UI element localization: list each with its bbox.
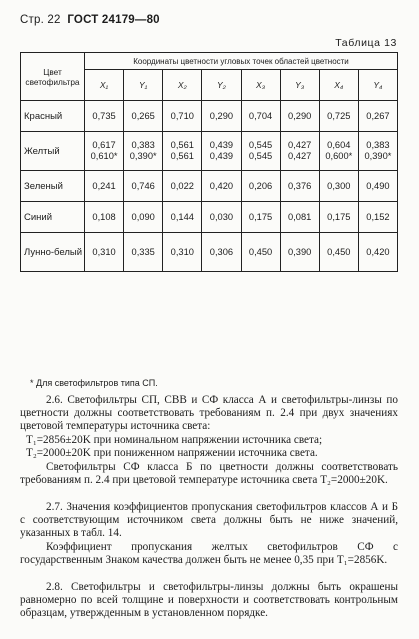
- coordinate-value: 0,383 0,390*: [124, 132, 163, 171]
- coordinate-header: X₄: [319, 70, 358, 101]
- paragraph-2-8: 2.8. Светофильтры и светофильтры-линзы должны быть окрашены равномерно по всей толщине и поверхности и соответствовать контрольным образцам, утвержденным в установленном порядке.: [20, 581, 398, 620]
- coordinate-value: 0,746: [124, 171, 163, 202]
- column-header-filter-color: Цвет светофильтра: [21, 53, 85, 101]
- coordinate-value: 0,710: [163, 101, 202, 132]
- coordinate-value: 0,175: [241, 202, 280, 233]
- coordinate-value: 0,490: [358, 171, 397, 202]
- paragraph-class-b: Светофильтры СФ класса Б по цветности должны соответствовать требованиям п. 2.4 при цветовой температуре источника света T₂=2000±20K.: [20, 461, 398, 487]
- coordinate-header: X₁: [85, 70, 124, 101]
- coordinate-value: 0,439 0,439: [202, 132, 241, 171]
- coordinate-value: 0,725: [319, 101, 358, 132]
- coordinate-header: Y₄: [358, 70, 397, 101]
- paragraph-2-7: 2.7. Значения коэффициентов пропускания светофильтров классов А и Б с соответствующим источником света должны быть не ниже значений, указанных в табл. 14.: [20, 501, 398, 540]
- chromaticity-table: [20, 52, 398, 272]
- page-number: Стр. 22: [20, 14, 61, 26]
- coordinate-value: 0,390: [280, 233, 319, 272]
- table-row: [21, 132, 398, 171]
- column-group-header: Координаты цветности угловых точек областей цветности: [85, 53, 398, 70]
- coordinate-value: 0,241: [85, 171, 124, 202]
- coordinate-value: 0,030: [202, 202, 241, 233]
- paragraph-2-6: 2.6. Светофильтры СП, СВВ и СФ класса А и светофильтры-линзы по цветности должны соответствовать требованиям п. 2.4 при двух значениях цветовой температуры источника света:: [20, 394, 398, 433]
- formula-t2: T₂=2000±20K при пониженном напряжении источника света.: [26, 447, 318, 459]
- coordinate-value: 0,735: [85, 101, 124, 132]
- coordinate-value: 0,450: [241, 233, 280, 272]
- coordinate-header: X₂: [163, 70, 202, 101]
- standard-number: ГОСТ 24179—80: [67, 14, 160, 26]
- coordinate-value: 0,545 0,545: [241, 132, 280, 171]
- filter-color-name: Красный: [21, 101, 85, 132]
- coordinate-header: Y₁: [124, 70, 163, 101]
- table-row: [21, 233, 398, 272]
- coordinate-header: X₃: [241, 70, 280, 101]
- coordinate-value: 0,383 0,390*: [358, 132, 397, 171]
- filter-color-name: Зеленый: [21, 171, 85, 202]
- table-caption: Таблица 13: [335, 37, 397, 49]
- table-footnote: * Для светофильтров типа СП.: [30, 378, 158, 388]
- coordinate-header: Y₃: [280, 70, 319, 101]
- coordinate-value: 0,704: [241, 101, 280, 132]
- table-row: [21, 171, 398, 202]
- table-row: [21, 101, 398, 132]
- coordinate-value: 0,617 0,610*: [85, 132, 124, 171]
- filter-color-name: Лунно-белый: [21, 233, 85, 272]
- filter-color-name: Синий: [21, 202, 85, 233]
- coordinate-header: Y₂: [202, 70, 241, 101]
- coordinate-value: 0,604 0,600*: [319, 132, 358, 171]
- coordinate-value: 0,561 0,561: [163, 132, 202, 171]
- coordinate-value: 0,427 0,427: [280, 132, 319, 171]
- coordinate-value: 0,265: [124, 101, 163, 132]
- coordinate-value: 0,081: [280, 202, 319, 233]
- table-row: [21, 202, 398, 233]
- coordinate-value: 0,290: [202, 101, 241, 132]
- table-body: [21, 101, 398, 272]
- coordinate-value: 0,420: [202, 171, 241, 202]
- coordinate-value: 0,310: [85, 233, 124, 272]
- paragraph-quality-mark: Коэффициент пропускания желтых светофильтров СФ с государственным Знаком качества должен быть не менее 0,35 при T₁=2856K.: [20, 541, 398, 567]
- coordinate-value: 0,022: [163, 171, 202, 202]
- coordinate-value: 0,290: [280, 101, 319, 132]
- coordinate-value: 0,420: [358, 233, 397, 272]
- coordinate-value: 0,450: [319, 233, 358, 272]
- coordinate-value: 0,206: [241, 171, 280, 202]
- coordinate-value: 0,267: [358, 101, 397, 132]
- coordinate-value: 0,144: [163, 202, 202, 233]
- coordinate-value: 0,090: [124, 202, 163, 233]
- page-header: [20, 14, 400, 30]
- coordinate-value: 0,152: [358, 202, 397, 233]
- coordinate-value: 0,108: [85, 202, 124, 233]
- coordinate-value: 0,306: [202, 233, 241, 272]
- coordinate-value: 0,335: [124, 233, 163, 272]
- coordinate-value: 0,175: [319, 202, 358, 233]
- filter-color-name: Желтый: [21, 132, 85, 171]
- coordinate-value: 0,310: [163, 233, 202, 272]
- coordinate-value: 0,376: [280, 171, 319, 202]
- coordinate-value: 0,300: [319, 171, 358, 202]
- formula-t1: T₁=2856±20K при номинальном напряжении источника света;: [26, 434, 323, 446]
